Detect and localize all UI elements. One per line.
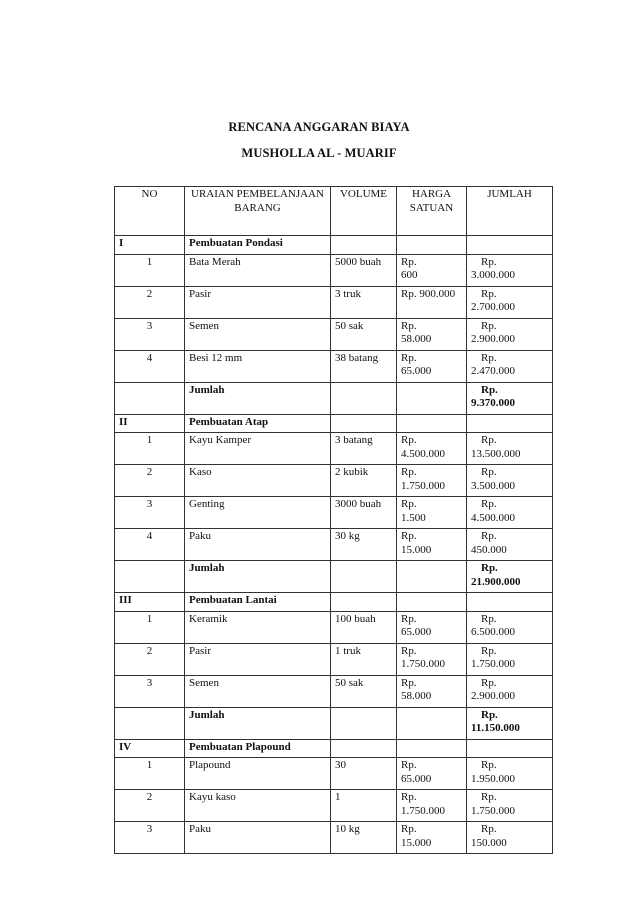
- item-jumlah-prefix: Rp.: [481, 791, 497, 803]
- item-jumlah-value: 6.500.000: [471, 626, 515, 638]
- subtotal-jumlah-value: 11.150.000: [471, 722, 520, 734]
- item-jumlah-prefix: Rp.: [481, 676, 497, 689]
- item-jumlah-prefix: Rp.: [481, 823, 497, 835]
- table-header-row: [115, 187, 553, 236]
- item-jumlah-value: 3.000.000: [471, 269, 515, 281]
- section-number: II: [115, 414, 185, 433]
- item-number: 2: [115, 643, 185, 675]
- section-volume-empty: [331, 414, 397, 433]
- item-number: 2: [115, 286, 185, 318]
- item-number: 3: [115, 675, 185, 707]
- section-harga-empty: [397, 739, 467, 758]
- item-name: Paku: [185, 529, 331, 561]
- item-harga-value: 65.000: [401, 626, 432, 638]
- header-jumlah: JUMLAH: [467, 187, 553, 236]
- item-jumlah: [467, 611, 553, 643]
- item-harga: [397, 822, 467, 854]
- section-header-row: [115, 414, 553, 433]
- section-title: Pembuatan Plapound: [185, 739, 331, 758]
- item-jumlah-value: 3.500.000: [471, 479, 515, 492]
- subtotal-jumlah: [467, 707, 553, 739]
- item-harga-value: 1.750.000: [401, 804, 445, 817]
- item-volume: 2 kubik: [331, 465, 397, 497]
- subtotal-row: [115, 382, 553, 414]
- item-harga: [397, 758, 467, 790]
- table-row: [115, 350, 553, 382]
- subtotal-volume-empty: [331, 561, 397, 593]
- table-row: [115, 286, 553, 318]
- item-jumlah-prefix: Rp.: [481, 530, 497, 542]
- section-volume-empty: [331, 739, 397, 758]
- table-row: [115, 643, 553, 675]
- item-harga: [397, 790, 467, 822]
- item-jumlah: [467, 529, 553, 561]
- table-row: [115, 758, 553, 790]
- section-jumlah-empty: [467, 739, 553, 758]
- item-harga-value: 1.750.000: [401, 658, 445, 670]
- header-volume: VOLUME: [331, 187, 397, 236]
- item-harga-value: 4.500.000: [401, 447, 445, 460]
- table-row: [115, 497, 553, 529]
- item-jumlah-prefix: Rp.: [481, 255, 497, 268]
- table-row: [115, 254, 553, 286]
- item-jumlah: [467, 286, 553, 318]
- item-harga: [397, 318, 467, 350]
- item-harga-value: 58.000: [401, 690, 432, 702]
- item-jumlah-value: 2.700.000: [471, 301, 515, 313]
- item-jumlah: [467, 675, 553, 707]
- item-harga-value: 1.750.000: [401, 479, 445, 492]
- subtotal-harga-empty: [397, 707, 467, 739]
- item-name: Kaso: [185, 465, 331, 497]
- item-name: Pasir: [185, 286, 331, 318]
- item-number: 2: [115, 465, 185, 497]
- item-harga: [397, 497, 467, 529]
- section-title: Pembuatan Atap: [185, 414, 331, 433]
- section-harga-empty: [397, 414, 467, 433]
- section-volume-empty: [331, 593, 397, 612]
- section-jumlah-empty: [467, 236, 553, 255]
- section-header-row: [115, 236, 553, 255]
- table-row: [115, 318, 553, 350]
- item-harga-prefix: Rp.: [401, 498, 417, 510]
- item-jumlah-value: 13.500.000: [471, 447, 521, 460]
- item-volume: 50 sak: [331, 318, 397, 350]
- item-number: 1: [115, 254, 185, 286]
- document-subtitle: MUSHOLLA AL - MUARIF: [241, 146, 397, 160]
- item-jumlah-prefix: Rp.: [481, 498, 497, 510]
- table-body: [115, 236, 553, 854]
- item-jumlah-prefix: Rp.: [481, 351, 497, 364]
- item-number: 1: [115, 433, 185, 465]
- item-harga-value: 65.000: [401, 365, 432, 377]
- header-uraian: URAIAN PEMBELANJAAN BARANG: [185, 187, 331, 236]
- item-harga-prefix: Rp.: [401, 791, 417, 803]
- item-jumlah-value: 2.900.000: [471, 333, 515, 345]
- item-volume: 10 kg: [331, 822, 397, 854]
- budget-table: [114, 186, 553, 854]
- item-harga-prefix: Rp.: [401, 676, 417, 689]
- document-title: RENCANA ANGGARAN BIAYA: [228, 120, 410, 134]
- item-harga-value: 65.000: [401, 772, 432, 785]
- item-jumlah: [467, 254, 553, 286]
- item-jumlah: [467, 497, 553, 529]
- item-volume: 50 sak: [331, 675, 397, 707]
- subtotal-volume-empty: [331, 707, 397, 739]
- item-number: 2: [115, 790, 185, 822]
- item-name: Kayu Kamper: [185, 433, 331, 465]
- item-jumlah: [467, 643, 553, 675]
- item-volume: 3 truk: [331, 286, 397, 318]
- section-harga-empty: [397, 236, 467, 255]
- subtotal-row: [115, 707, 553, 739]
- item-volume: 30 kg: [331, 529, 397, 561]
- header-no: NO: [115, 187, 185, 236]
- item-jumlah: [467, 465, 553, 497]
- item-jumlah-value: 2.470.000: [471, 365, 515, 377]
- item-harga: [397, 675, 467, 707]
- subtotal-harga-empty: [397, 561, 467, 593]
- item-volume: 3000 buah: [331, 497, 397, 529]
- item-name: Pasir: [185, 643, 331, 675]
- item-jumlah-value: 1.750.000: [471, 804, 515, 817]
- item-number: 3: [115, 497, 185, 529]
- item-volume: 5000 buah: [331, 254, 397, 286]
- item-name: Besi 12 mm: [185, 350, 331, 382]
- section-volume-empty: [331, 236, 397, 255]
- item-harga: [397, 350, 467, 382]
- item-harga: [397, 286, 467, 318]
- subtotal-number-empty: [115, 561, 185, 593]
- item-name: Plapound: [185, 758, 331, 790]
- section-number: III: [115, 593, 185, 612]
- item-volume: 1 truk: [331, 643, 397, 675]
- item-jumlah-prefix: Rp.: [481, 612, 497, 625]
- table-row: [115, 822, 553, 854]
- subtotal-number-empty: [115, 707, 185, 739]
- item-name: Semen: [185, 318, 331, 350]
- item-name: Semen: [185, 675, 331, 707]
- section-header-row: [115, 739, 553, 758]
- item-harga-prefix: Rp.: [401, 644, 417, 657]
- item-jumlah-value: 450.000: [471, 543, 507, 556]
- item-jumlah: [467, 758, 553, 790]
- item-jumlah-prefix: Rp.: [481, 759, 497, 771]
- item-harga-prefix: Rp.: [401, 351, 417, 364]
- item-volume: 30: [331, 758, 397, 790]
- item-jumlah-value: 4.500.000: [471, 511, 515, 524]
- item-harga-prefix: Rp.: [401, 612, 417, 625]
- subtotal-jumlah-value: 9.370.000: [471, 397, 515, 409]
- item-harga-value: 1.500: [401, 511, 426, 524]
- subtotal-jumlah-prefix: Rp.: [481, 562, 498, 574]
- item-harga-value: 15.000: [401, 836, 432, 849]
- item-number: 1: [115, 611, 185, 643]
- item-number: 3: [115, 822, 185, 854]
- item-harga-prefix: Rp.: [401, 466, 417, 478]
- item-name: Paku: [185, 822, 331, 854]
- item-jumlah: [467, 350, 553, 382]
- item-harga: [397, 611, 467, 643]
- section-title: Pembuatan Pondasi: [185, 236, 331, 255]
- item-harga: [397, 643, 467, 675]
- item-name: Genting: [185, 497, 331, 529]
- subtotal-jumlah: [467, 382, 553, 414]
- item-number: 4: [115, 529, 185, 561]
- item-harga: [397, 433, 467, 465]
- item-name: Keramik: [185, 611, 331, 643]
- subtotal-label: Jumlah: [185, 561, 331, 593]
- table-row: [115, 611, 553, 643]
- item-harga-prefix: Rp.: [401, 530, 417, 542]
- item-jumlah-value: 150.000: [471, 836, 507, 849]
- item-name: Kayu kaso: [185, 790, 331, 822]
- item-harga-prefix: Rp.: [401, 759, 417, 771]
- section-header-row: [115, 593, 553, 612]
- item-volume: 38 batang: [331, 350, 397, 382]
- table-row: [115, 790, 553, 822]
- item-name: Bata Merah: [185, 254, 331, 286]
- item-harga-prefix: Rp.: [401, 255, 417, 268]
- section-jumlah-empty: [467, 593, 553, 612]
- subtotal-number-empty: [115, 382, 185, 414]
- item-number: 1: [115, 758, 185, 790]
- item-jumlah: [467, 318, 553, 350]
- table-row: [115, 675, 553, 707]
- item-harga-value: 600: [401, 269, 418, 281]
- item-number: 3: [115, 318, 185, 350]
- item-harga-value: 58.000: [401, 333, 432, 345]
- subtotal-row: [115, 561, 553, 593]
- table-row: [115, 465, 553, 497]
- item-harga: [397, 465, 467, 497]
- item-volume: 3 batang: [331, 433, 397, 465]
- item-jumlah-prefix: Rp.: [481, 434, 497, 446]
- item-jumlah-prefix: Rp.: [481, 319, 497, 332]
- table-row: [115, 433, 553, 465]
- section-number: I: [115, 236, 185, 255]
- item-jumlah: [467, 790, 553, 822]
- item-harga-value: 15.000: [401, 543, 432, 556]
- subtotal-label: Jumlah: [185, 707, 331, 739]
- item-harga-prefix: Rp.: [401, 434, 417, 446]
- section-jumlah-empty: [467, 414, 553, 433]
- subtotal-jumlah-prefix: Rp.: [481, 708, 498, 721]
- item-harga: [397, 254, 467, 286]
- item-jumlah-prefix: Rp.: [481, 466, 497, 478]
- subtotal-jumlah-value: 21.900.000: [471, 575, 521, 588]
- subtotal-volume-empty: [331, 382, 397, 414]
- section-title: Pembuatan Lantai: [185, 593, 331, 612]
- item-volume: 1: [331, 790, 397, 822]
- item-jumlah-prefix: Rp.: [481, 644, 497, 657]
- item-harga: [397, 529, 467, 561]
- item-jumlah: [467, 433, 553, 465]
- subtotal-harga-empty: [397, 382, 467, 414]
- subtotal-label: Jumlah: [185, 382, 331, 414]
- item-jumlah: [467, 822, 553, 854]
- item-volume: 100 buah: [331, 611, 397, 643]
- item-harga-prefix: Rp.: [401, 823, 417, 835]
- item-number: 4: [115, 350, 185, 382]
- section-harga-empty: [397, 593, 467, 612]
- header-harga: HARGA SATUAN: [397, 187, 467, 236]
- subtotal-jumlah-prefix: Rp.: [481, 383, 498, 396]
- item-harga-prefix: Rp. 900.000: [401, 287, 456, 300]
- item-jumlah-value: 1.750.000: [471, 658, 515, 670]
- section-number: IV: [115, 739, 185, 758]
- item-harga-prefix: Rp.: [401, 319, 417, 332]
- item-jumlah-value: 2.900.000: [471, 690, 515, 702]
- item-jumlah-value: 1.950.000: [471, 772, 515, 785]
- subtotal-jumlah: [467, 561, 553, 593]
- table-row: [115, 529, 553, 561]
- item-jumlah-prefix: Rp.: [481, 287, 497, 300]
